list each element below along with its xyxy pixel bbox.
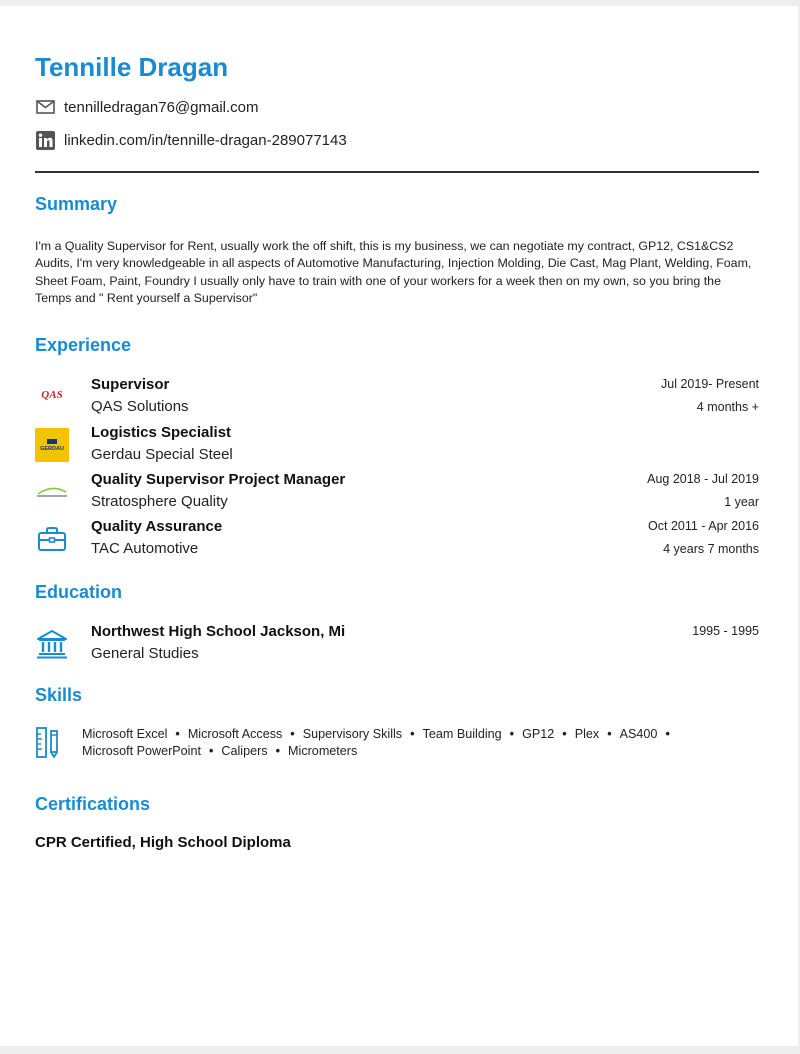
skill-item: Microsoft Access [187,727,283,741]
job-title: Quality Assurance [91,518,223,535]
skill-item: Team Building [422,727,502,741]
skill-separator: • [290,727,295,741]
skill-item: AS400 [619,727,658,741]
experience-heading: Experience [35,335,132,355]
gerdau-logo [35,428,69,462]
experience-entry [35,518,759,564]
linkedin-text[interactable]: linkedin.com/in/tennille-dragan-289077143 [64,131,347,149]
job-duration: 4 years 7 months [663,542,759,556]
skill-separator: • [410,727,415,741]
education-dates: 1995 - 1995 [692,624,759,638]
skill-item: Microsoft Excel [82,727,168,741]
qas-logo-text: QAS [41,388,63,401]
experience-entry [35,376,759,422]
skill-item: Calipers [221,744,268,758]
certifications-text: CPR Certified, High School Diploma [35,834,291,851]
summary-heading: Summary [35,194,118,214]
skills-heading: Skills [35,685,83,705]
job-dates: Jul 2019- Present [661,377,759,391]
company-name: TAC Automotive [91,540,199,557]
skill-separator: • [175,727,180,741]
skill-item: Plex [574,727,600,741]
company-name: Gerdau Special Steel [91,446,233,463]
company-name: QAS Solutions [91,398,189,415]
education-entry [35,623,759,669]
company-name: Stratosphere Quality [91,493,228,510]
skill-separator: • [665,727,670,741]
skill-separator: • [208,744,214,758]
job-title: Quality Supervisor Project Manager [91,471,346,488]
school-name: Northwest High School Jackson, Mi [91,623,346,640]
institution-icon [35,627,69,661]
summary-text: I'm a Quality Supervisor for Rent, usually work the off shift, this is my business, we can negotiate my contract, GP12, CS1&CS2 Audits, I'm very knowledgeable in all aspects of Automotive Manufacturing, Injection Molding, Die Cast, Mag Plant, Welding, Foam, Sheet Foam, Paint, Foundry I usually only have to train with one of your workers for a week then on my own, so you bring the Temps and " Rent yourself a Supervisor" [35,239,752,305]
skill-item: GP12 [522,727,555,741]
email-contact [35,97,259,117]
skill-separator: • [275,744,281,758]
linkedin-contact [35,130,347,150]
field-of-study: General Studies [91,645,199,662]
education-heading: Education [35,582,123,602]
skill-item: Micrometers [288,744,358,758]
skill-separator: • [562,727,567,741]
skill-item: Supervisory Skills [302,727,403,741]
gerdau-logo-text: GERDAU [40,445,64,452]
header-divider [35,171,759,173]
stratosphere-logo [35,475,69,509]
skill-separator: • [607,727,612,741]
experience-entry [35,424,759,470]
briefcase-icon [35,522,69,556]
job-duration: 1 year [724,495,759,509]
skills-list [82,726,762,760]
linkedin-icon [35,130,55,150]
certifications-heading: Certifications [35,794,151,814]
job-title: Logistics Specialist [91,424,232,441]
experience-entry [35,471,759,517]
job-dates: Oct 2011 - Apr 2016 [648,519,759,533]
resume-page [0,6,798,1046]
skill-separator: • [509,727,515,741]
mail-icon [35,97,55,117]
email-text[interactable]: tennilledragan76@gmail.com [64,98,259,116]
skill-item: Microsoft PowerPoint [82,744,201,758]
ruler-pencil-icon [35,727,65,759]
job-duration: 4 months + [696,400,759,414]
job-dates: Aug 2018 - Jul 2019 [647,472,759,486]
qas-logo [35,380,69,414]
job-title: Supervisor [91,376,170,393]
candidate-name: Tennille Dragan [35,52,229,82]
